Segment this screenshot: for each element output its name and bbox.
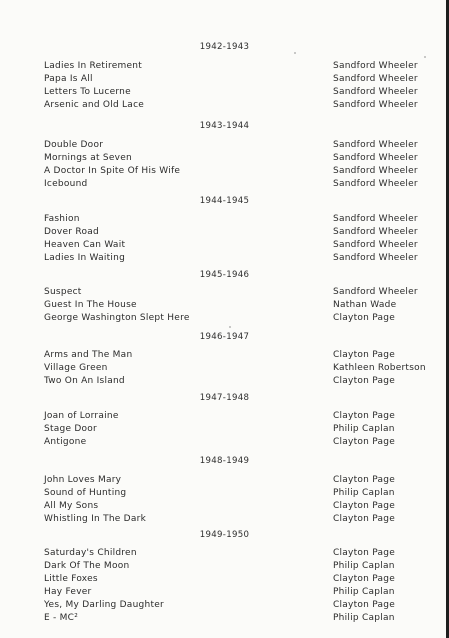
play-director: Clayton Page [333, 376, 396, 386]
play-title: Letters To Lucerne [44, 87, 131, 97]
play-director: Sandford Wheeler [333, 61, 418, 71]
play-director: Sandford Wheeler [333, 179, 418, 189]
season-year-heading: 1942-1943 [199, 42, 250, 52]
play-title: E - MC² [44, 613, 79, 623]
play-title: Joan of Lorraine [44, 411, 119, 421]
play-director: Sandford Wheeler [333, 240, 418, 250]
play-row [0, 487, 449, 500]
play-director: Clayton Page [333, 600, 396, 610]
play-row [0, 612, 449, 625]
play-title: Stage Door [44, 424, 98, 434]
play-row [0, 436, 449, 449]
play-row [0, 547, 449, 560]
play-director: Clayton Page [333, 411, 396, 421]
paper-speck [294, 52, 296, 54]
play-title: Arms and The Man [44, 350, 133, 360]
season-year-heading: 1944-1945 [199, 196, 250, 206]
play-director: Philip Caplan [333, 561, 395, 571]
play-title: Suspect [44, 287, 82, 297]
season-year-heading: 1945-1946 [199, 270, 250, 280]
play-row [0, 586, 449, 599]
play-title: All My Sons [44, 501, 99, 511]
play-title: Whistling In The Dark [44, 514, 147, 524]
play-row [0, 152, 449, 165]
play-row [0, 165, 449, 178]
play-title: Dark Of The Moon [44, 561, 130, 571]
play-row [0, 252, 449, 265]
season-year-heading: 1948-1949 [199, 456, 250, 466]
play-row [0, 560, 449, 573]
season-year-heading: 1949-1950 [199, 530, 250, 540]
play-row [0, 375, 449, 388]
play-director: Philip Caplan [333, 613, 395, 623]
play-title: Saturday's Children [44, 548, 137, 558]
play-director: Philip Caplan [333, 424, 395, 434]
play-director: Clayton Page [333, 501, 396, 511]
play-row [0, 226, 449, 239]
play-row [0, 362, 449, 375]
play-director: Nathan Wade [333, 300, 397, 310]
play-row [0, 500, 449, 513]
play-row [0, 139, 449, 152]
play-title: Double Door [44, 140, 104, 150]
season-year-heading: 1947-1948 [199, 393, 250, 403]
season-year-heading: 1943-1944 [199, 121, 250, 131]
play-title: Village Green [44, 363, 108, 373]
play-director: Clayton Page [333, 514, 396, 524]
play-director: Sandford Wheeler [333, 87, 418, 97]
play-director: Sandford Wheeler [333, 140, 418, 150]
play-row [0, 474, 449, 487]
play-title: Arsenic and Old Lace [44, 100, 145, 110]
play-row [0, 86, 449, 99]
play-row [0, 410, 449, 423]
play-director: Sandford Wheeler [333, 153, 418, 163]
play-row [0, 73, 449, 86]
paper-speck [229, 326, 231, 328]
play-row [0, 286, 449, 299]
play-director: Sandford Wheeler [333, 227, 418, 237]
play-row [0, 513, 449, 526]
play-title: Dover Road [44, 227, 99, 237]
paper-speck [424, 56, 426, 58]
play-title: Guest In The House [44, 300, 137, 310]
play-director: Sandford Wheeler [333, 100, 418, 110]
play-row [0, 349, 449, 362]
play-director: Sandford Wheeler [333, 253, 418, 263]
season-year-heading: 1946-1947 [199, 332, 250, 342]
play-row [0, 239, 449, 252]
play-row [0, 573, 449, 586]
play-title: Ladies In Waiting [44, 253, 126, 263]
play-row [0, 99, 449, 112]
play-director: Philip Caplan [333, 587, 395, 597]
play-director: Sandford Wheeler [333, 74, 418, 84]
play-title: A Doctor In Spite Of His Wife [44, 166, 181, 176]
play-director: Sandford Wheeler [333, 214, 418, 224]
play-director: Sandford Wheeler [333, 287, 418, 297]
play-director: Clayton Page [333, 548, 396, 558]
play-title: Yes, My Darling Daughter [44, 600, 164, 610]
play-row [0, 299, 449, 312]
play-director: Clayton Page [333, 574, 396, 584]
play-title: Papa Is All [44, 74, 93, 84]
play-row [0, 60, 449, 73]
play-director: Philip Caplan [333, 488, 395, 498]
play-title: Sound of Hunting [44, 488, 127, 498]
play-title: Mornings at Seven [44, 153, 132, 163]
play-title: Two On An Island [44, 376, 125, 386]
play-title: Fashion [44, 214, 80, 224]
play-title: Antigone [44, 437, 87, 447]
play-title: John Loves Mary [44, 475, 122, 485]
play-row [0, 213, 449, 226]
play-title: Ladies In Retirement [44, 61, 143, 71]
play-director: Clayton Page [333, 437, 396, 447]
play-title: Icebound [44, 179, 88, 189]
play-director: Clayton Page [333, 313, 396, 323]
play-title: Little Foxes [44, 574, 98, 584]
play-row [0, 312, 449, 325]
play-row [0, 423, 449, 436]
play-row [0, 178, 449, 191]
play-director: Sandford Wheeler [333, 166, 418, 176]
play-director: Kathleen Robertson [333, 363, 426, 373]
play-title: George Washington Slept Here [44, 313, 190, 323]
play-director: Clayton Page [333, 475, 396, 485]
play-director: Clayton Page [333, 350, 396, 360]
play-row [0, 599, 449, 612]
play-title: Hay Fever [44, 587, 92, 597]
play-title: Heaven Can Wait [44, 240, 126, 250]
